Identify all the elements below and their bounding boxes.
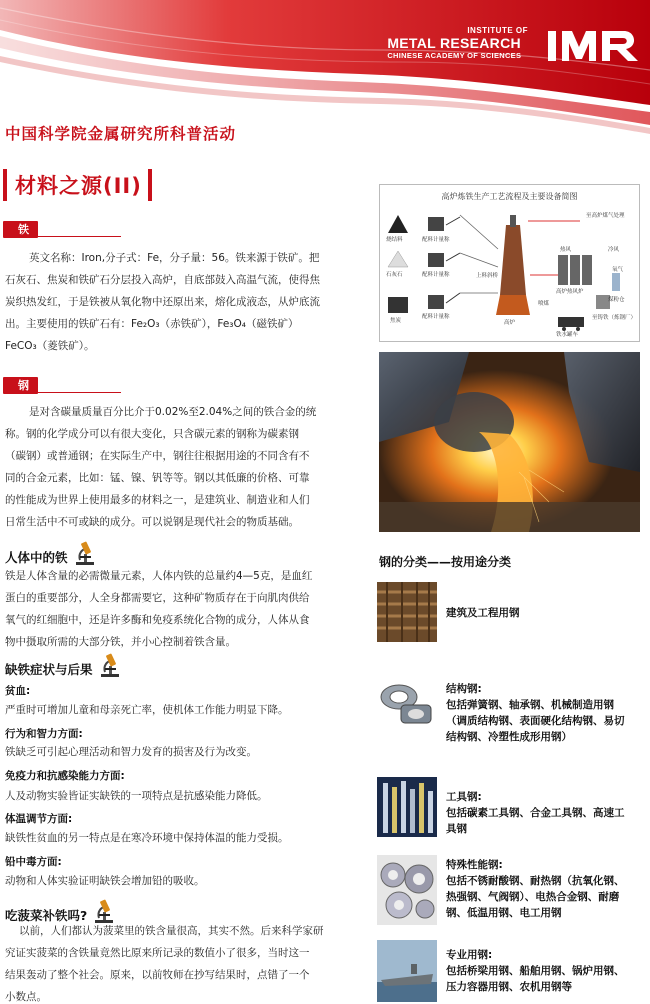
deficiency-label: 体温调节方面: <box>5 813 73 825</box>
iron-line: FeCO₃（菱铁矿）。 <box>5 340 95 352</box>
diagram-label: 配料计量称 <box>422 237 450 243</box>
spinach-heading-text: 吃菠菜补铁吗? <box>5 908 88 923</box>
body-iron-line: 蛋白的重要部分，人全身都需要它，这种矿物质存在于向肌肉供给 <box>5 592 310 604</box>
deficiency-heading-text: 缺铁症状与后果 <box>5 662 93 677</box>
imr-logo <box>546 29 646 63</box>
spinach-line: 小数点。 <box>5 991 47 1003</box>
blast-furnace-diagram <box>379 184 640 342</box>
spinach-line: 究证实菠菜的含铁量竟然比原来所记录的数值小了很多，当时这一 <box>5 947 310 959</box>
diagram-title: 高炉炼铁生产工艺流程及主要设备简图 <box>441 192 578 201</box>
title-bar-left <box>3 169 7 201</box>
classification-title: 钢的分类——按用途分类 <box>379 555 512 569</box>
classification-line: 工具钢: <box>446 791 482 803</box>
diagram-label: 高炉 <box>504 320 516 326</box>
steel-tag <box>3 375 38 395</box>
steel-furnace-photo <box>379 352 640 532</box>
classification-line: 包括不锈耐酸钢、耐热钢（抗氧化钢、 <box>446 875 625 887</box>
diagram-label: 冷风 <box>608 247 620 253</box>
steel-line: 日常生活中不可或缺的成分。可以说钢是现代社会的物质基础。 <box>5 516 299 528</box>
iron-paragraph <box>5 247 365 357</box>
steel-tag-label: 钢 <box>3 377 38 394</box>
ship-photo <box>377 940 437 1002</box>
deficiency-text: 缺铁性贫血的另一特点是在寒冷环境中保持体温的能力受损。 <box>5 832 289 844</box>
classification-line: 钢、低温用钢、电工用钢 <box>446 907 562 919</box>
body-iron-line: 氧气的红细胞中，还是许多酶和免疫系统化合物的成分，人体从食 <box>5 614 310 626</box>
deficiency-text: 严重时可增加儿童和母亲死亡率，使机体工作能力明显下降。 <box>5 704 289 716</box>
steel-line: 的性能成为世界上使用最多的材料之一，是建筑业、制造业和人们 <box>5 494 310 506</box>
steel-paragraph <box>5 401 365 533</box>
diagram-label: 烧结料 <box>386 237 403 243</box>
steel-line: （碳钢）或普通钢；在实际生产中，钢往往根据用途的不同含有不 <box>5 450 310 462</box>
diagram-label: 焦炭 <box>390 318 402 324</box>
iron-line: 出。主要使用的铁矿石有：Fe₂O₃（赤铁矿），Fe₃O₄（磁铁矿） <box>5 318 299 330</box>
construction-steel-photo <box>377 582 437 642</box>
deficiency-heading <box>5 652 121 678</box>
spinach-paragraph <box>5 920 370 1004</box>
spinach-line: 结果轰动了整个社会。原来，以前牧师在抄写结果时，点错了一个 <box>5 969 310 981</box>
iron-line: 石灰石、焦炭和铁矿石分层投入高炉，自底部鼓入高温气流，使得焦 <box>5 274 320 286</box>
diagram-label: 高炉热风炉 <box>556 289 584 295</box>
deficiency-text: 动物和人体实验证明缺铁会增加铅的吸收。 <box>5 875 205 887</box>
deficiency-label: 行为和智力方面: <box>5 728 83 740</box>
microscope-icon <box>74 540 96 566</box>
body-iron-heading <box>5 540 96 566</box>
diagram-label: 煤粉仓 <box>608 297 625 303</box>
classification-line: 包括弹簧钢、轴承钢、机械制造用钢 <box>446 699 614 711</box>
diagram-label: 至高炉煤气处理 <box>586 213 625 219</box>
classification-line: 包括碳素工具钢、合金工具钢、高速工 <box>446 807 625 819</box>
special-steel-photo <box>377 855 437 925</box>
page-title <box>3 168 152 202</box>
deficiency-label: 铅中毒方面: <box>5 856 62 868</box>
classification-line: 结构钢、冷塑性成形用钢） <box>446 731 572 743</box>
iron-line: 英文名称：Iron,分子式：Fe，分子量：56。铁来源于铁矿。把 <box>29 252 320 264</box>
classification-line: 具钢 <box>446 823 467 835</box>
org-line-1: INSTITUTE OF <box>467 26 528 35</box>
iron-tag <box>3 219 38 239</box>
body-iron-heading-text: 人体中的铁 <box>5 550 68 565</box>
diagram-label: 铁水罐车 <box>556 332 579 338</box>
spinach-line: 以前，人们都认为菠菜里的铁含量很高，其实不然。后来科学家研 <box>19 925 324 937</box>
steel-line: 同的合金元素，比如：锰、镍、钒等等。钢以其低廉的价格、可靠 <box>5 472 310 484</box>
steel-line: 称。钢的化学成分可以有很大变化，只含碳元素的钢称为碳素钢 <box>5 428 299 440</box>
classification-line: 专业用钢: <box>446 949 493 961</box>
diagram-label: 氧气 <box>612 267 624 273</box>
classification-line: 结构钢: <box>446 683 482 695</box>
diagram-label: 配料计量称 <box>422 272 450 278</box>
title-text: 材料之源(II) <box>15 174 142 198</box>
classification-line: （调质结构钢、表面硬化结构钢、易切 <box>446 715 625 727</box>
steel-line: 是对含碳量质量百分比介于0.02%至2.04%之间的铁合金的统 <box>29 406 317 418</box>
org-line-2: METAL RESEARCH <box>387 35 521 51</box>
classification-item <box>446 789 650 837</box>
classification-item <box>446 605 650 621</box>
institute-name <box>387 26 528 60</box>
classification-line: 热强钢、气阀钢）、电热合金钢、耐磨 <box>446 891 620 903</box>
body-iron-paragraph <box>5 565 370 653</box>
classification-item <box>446 681 650 745</box>
diagram-label: 配料计量称 <box>422 314 450 320</box>
deficiency-text: 人及动物实验皆证实缺铁的一项特点是抗感染能力降低。 <box>5 790 268 802</box>
deficiency-text: 铁缺乏可引起心理活动和智力发育的损害及行为改变。 <box>5 746 257 758</box>
diagram-label: 喷煤 <box>538 301 550 307</box>
classification-line: 特殊性能钢: <box>446 859 503 871</box>
body-iron-line: 物中摄取所需的大部分铁，并小心控制着铁含量。 <box>5 636 236 648</box>
bearing-photo <box>377 675 437 735</box>
diagram-label: 石灰石 <box>386 272 403 278</box>
body-iron-line: 铁是人体含量的必需微量元素，人体内铁的总量约4—5克，是血红 <box>5 570 313 582</box>
microscope-icon <box>99 652 121 678</box>
iron-line: 炭织热发红，于是铁被从氧化物中还原出来，熔化成液态，从炉底流 <box>5 296 320 308</box>
page-subtitle: 中国科学院金属研究所科普活动 <box>5 125 237 143</box>
org-line-3: CHINESE ACADEMY OF SCIENCES <box>387 51 522 60</box>
title-bar-right <box>148 169 152 201</box>
classification-line: 建筑及工程用钢 <box>446 607 520 619</box>
iron-tag-underline <box>3 236 121 237</box>
iron-tag-label: 铁 <box>3 221 38 238</box>
diagram-label: 热风 <box>560 247 572 253</box>
diagram-label: 上料斜桥 <box>476 273 499 279</box>
deficiency-label: 免疫力和抗感染能力方面: <box>5 770 125 782</box>
steel-tag-underline <box>3 392 121 393</box>
deficiency-label: 贫血: <box>5 685 31 697</box>
classification-line: 包括桥梁用钢、船舶用钢、锅炉用钢、 <box>446 965 625 977</box>
diagram-label: 至铸铁（炼钢厂） <box>592 315 637 321</box>
tool-steel-photo <box>377 777 437 837</box>
classification-item <box>446 857 650 921</box>
classification-line: 压力容器用钢、农机用钢等 <box>446 981 572 993</box>
classification-item <box>446 947 650 995</box>
